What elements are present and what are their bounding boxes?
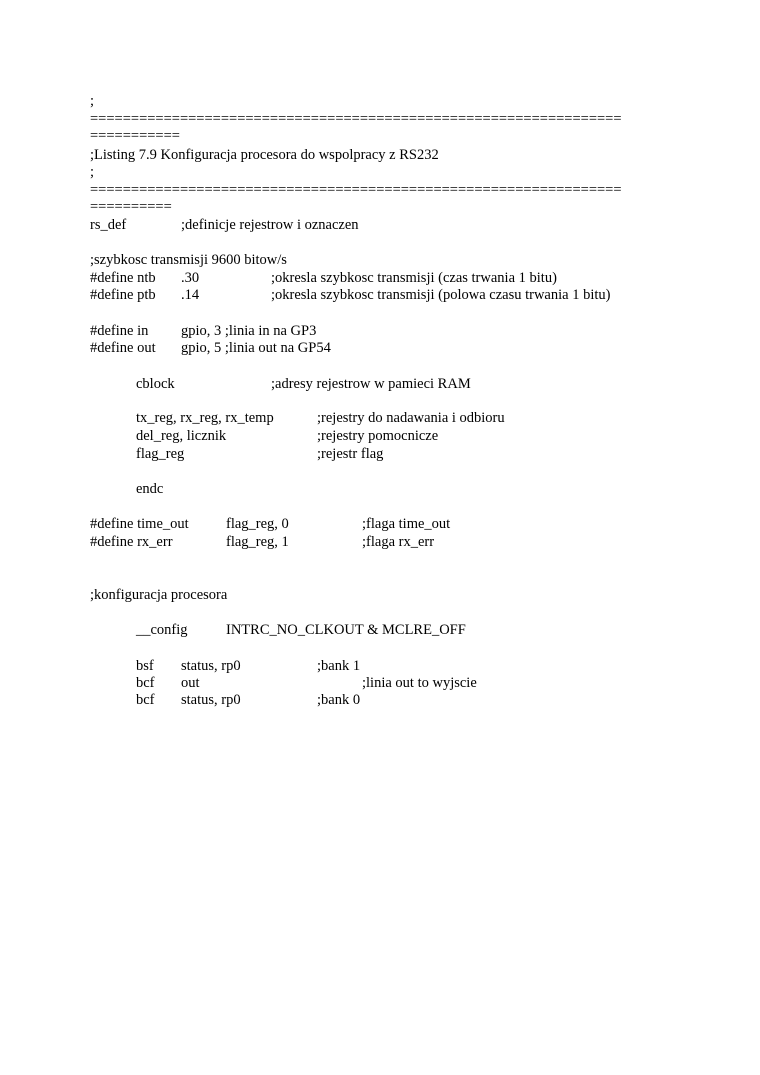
code-comment: ;bank 0	[317, 692, 361, 708]
code-token: flag_reg, 0	[226, 516, 289, 532]
separator-line: =================================================================	[90, 182, 622, 198]
code-comment: ;konfiguracja procesora	[90, 587, 228, 603]
code-token: tx_reg, rx_reg, rx_temp	[136, 410, 274, 426]
separator-line: =================================================================	[90, 111, 622, 127]
code-token: bcf	[136, 692, 155, 708]
code-comment: ;adresy rejestrow w pamieci RAM	[271, 376, 471, 392]
code-token: #define out	[90, 340, 156, 356]
code-token: #define ntb	[90, 270, 156, 286]
code-comment: ;rejestry do nadawania i odbioru	[317, 410, 505, 426]
code-comment: ;okresla szybkosc transmisji (polowa czasu trwania 1 bitu)	[271, 287, 611, 303]
code-comment: ;flaga rx_err	[362, 534, 435, 550]
code-token: __config	[136, 622, 188, 638]
code-token: bcf	[136, 675, 155, 691]
comment-line: ;	[90, 164, 95, 180]
code-token: status, rp0	[181, 692, 241, 708]
code-token: status, rp0	[181, 658, 241, 674]
code-token: flag_reg, 1	[226, 534, 289, 550]
code-token: INTRC_NO_CLKOUT & MCLRE_OFF	[226, 622, 466, 638]
code-token: del_reg, licznik	[136, 428, 227, 444]
code-token: cblock	[136, 376, 175, 392]
code-token: out	[181, 675, 200, 691]
code-token: #define rx_err	[90, 534, 173, 550]
code-token: endc	[136, 481, 164, 497]
code-token: .30	[181, 270, 200, 286]
code-comment: ;flaga time_out	[362, 516, 451, 532]
code-token: #define in	[90, 323, 149, 339]
code-comment: ;rejestr flag	[317, 446, 384, 462]
code-comment: ;rejestry pomocnicze	[317, 428, 439, 444]
listing-title: ;Listing 7.9 Konfiguracja procesora do wspolpracy z RS232	[90, 147, 439, 163]
code-token: gpio, 3 ;linia in na GP3	[181, 323, 317, 339]
code-token: bsf	[136, 658, 154, 674]
code-comment: ;okresla szybkosc transmisji (czas trwania 1 bitu)	[271, 270, 557, 286]
separator-line: ===========	[90, 128, 180, 144]
code-comment: ;bank 1	[317, 658, 361, 674]
code-token: rs_def	[90, 217, 127, 233]
code-comment: ;szybkosc transmisji 9600 bitow/s	[90, 252, 287, 268]
separator-line: ==========	[90, 199, 172, 215]
code-token: #define ptb	[90, 287, 156, 303]
code-token: .14	[181, 287, 200, 303]
code-token: #define time_out	[90, 516, 189, 532]
code-token: flag_reg	[136, 446, 185, 462]
comment-line: ;	[90, 93, 95, 109]
code-comment: ;linia out to wyjscie	[362, 675, 477, 691]
code-token: gpio, 5 ;linia out na GP54	[181, 340, 331, 356]
code-comment: ;definicje rejestrow i oznaczen	[181, 217, 359, 233]
